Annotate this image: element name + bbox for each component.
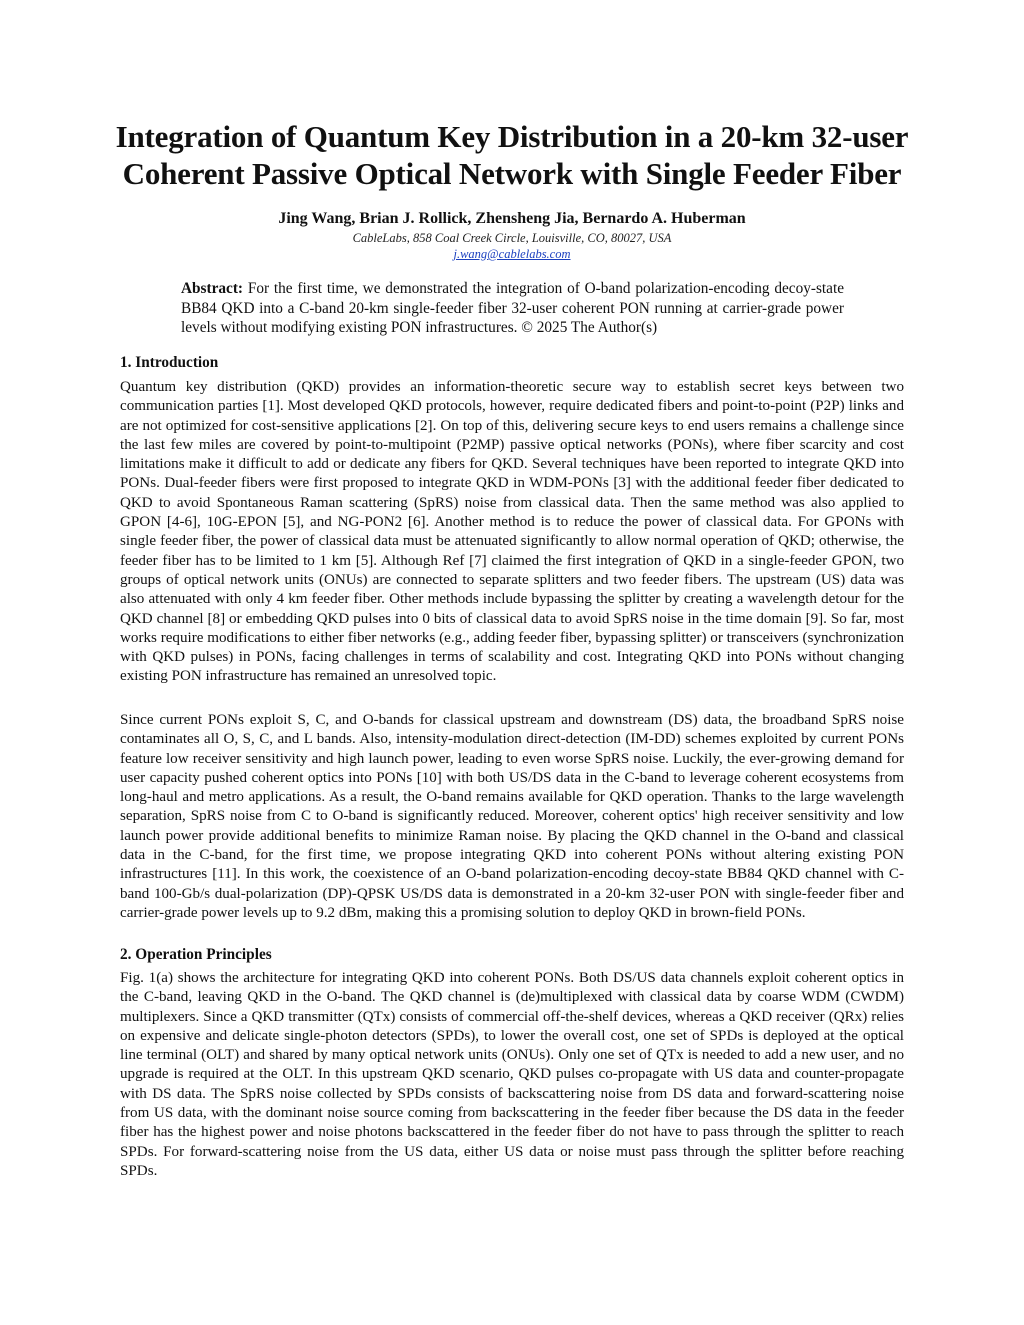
intro-paragraph-1: Quantum key distribution (QKD) provides an information-theoretic secure way to establish secret keys between two communication parties [1]. Most developed QKD protocols, however, require dedicated fibers and point-to-point (P2P) links and are not optimized for cost-sensitive applications [2]. On top of this, delivering secure keys to end users remains a challenge since the last few miles are covered by point-to-multipoint (P2MP) passive optical networks (PONs), where fiber scarcity and cost limitations make it difficult to add or dedicate any fibers for QKD. Several techniques have been reported to integrate QKD into PONs. Dual-feeder fibers were first proposed to integrate QKD in WDM-PONs [3] with the additional feeder fiber dedicated to QKD to avoid Spontaneous Raman scattering (SpRS) noise from classical data. Then the same method was also applied to GPON [4-6], 10G-EPON [5], and NG-PON2 [6]. Another method is to reduce the power of classical data. For GPONs with single feeder fiber, the power of classical data must be attenuated significantly to allow normal operation of QKD; otherwise, the feeder fiber has to be limited to 1 km [5]. Although Ref [7] claimed the first integration of QKD in a single-feeder GPON, two groups of optical network units (ONUs) are connected to separate splitters and two feeder fibers. The upstream (US) data was also attenuated with only 4 km feeder fiber. Other methods include bypassing the splitter by creating a wavelength detour for the QKD channel [8] or embedding QKD pulses into 0 bits of classical data to avoid SpRS noise in the time domain [9]. So far, most works require modifications to either fiber networks (e.g., adding feeder fiber, bypassing splitter) or transceivers (synchronization with QKD pulses) in PONs, facing challenges in terms of scalability and cost. Integrating QKD into PONs without changing existing PON infrastructure has remained an unresolved topic. [120,379,904,685]
author-list: Jing Wang, Brian J. Rollick, Zhensheng Jia, Bernardo A. Huberman [278,210,746,227]
affiliation: CableLabs, 858 Coal Creek Circle, Louisville, CO, 80027, USA [352,231,672,245]
contact-email [120,246,904,262]
email-link[interactable]: j.wang@cablelabs.com [453,247,571,261]
title-line-2: Coherent Passive Optical Network with Single Feeder Fiber [122,156,902,191]
abstract [181,279,844,338]
intro-paragraph-2: Since current PONs exploit S, C, and O-bands for classical upstream and downstream (DS) data, the broadband SpRS noise contaminates all O, S, C, and L bands. Also, intensity-modulation direct-detection (IM-DD) schemes exploited by current PONs feature low receiver sensitivity and high launch power, leading to even worse SpRS noise. Luckily, the ever-growing demand for user capacity pushed coherent optics into PONs [10] with both US/DS data in the C-band to leverage coherent ecosystems from long-haul and metro applications. As a result, the O-band remains available for QKD operation. Thanks to the large wavelength separation, SpRS noise from C to O-band is significantly reduced. Moreover, coherent optics' high receiver sensitivity and low launch power provide additional benefits to minimize Raman noise. By placing the QKD channel in the O-band and classical data in the C-band, for the first time, we propose integrating QKD into coherent PONs without altering existing PON infrastructures [11]. In this work, the coexistence of an O-band polarization-encoding decoy-state BB84 QKD channel with C-band 100-Gb/s dual-polarization (DP)-QPSK US/DS data is demonstrated in a 20-km 32-user PON with single-feeder fiber and carrier-grade power levels up to 9.2 dBm, making this a promising solution to deploy QKD in brown-field PONs. [120,712,904,921]
operation-paragraph-1: Fig. 1(a) shows the architecture for integrating QKD into coherent PONs. Both DS/US data channels exploit coherent optics in the C-band, leaving QKD in the O-band. The QKD channel is (de)multiplexed with classical data by coarse WDM (CWDM) multiplexers. Since a QKD transmitter (QTx) consists of commercial off-the-shelf devices, whereas a QKD receiver (QRx) relies on expensive and delicate single-photon detectors (SPDs), to lower the overall cost, one set of SPDs is deployed at the optical line terminal (OLT) and shared by many optical network units (ONUs). Only one set of QTx is needed to add a new user, and no upgrade is required at the OLT. In this upstream QKD scenario, QKD pulses co-propagate with US data and counter-propagate with DS data. The SpRS noise collected by SPDs consists of backscattering noise from DS data and forward-scattering noise from US data, with the dominant noise source coming from backscattering in the feeder fiber because the DS data in the feeder fiber has the highest power and noise photons backscattered in the feeder fiber do not have to pass through the splitter to reach SPDs. For forward-scattering noise from the US data, either US data or noise must pass through the splitter before reaching SPDs. [120,970,904,1179]
abstract-text: For the first time, we demonstrated the integration of O-band polarization-encoding decoy-state BB84 QKD into a C-band 20-km single-feeder fiber 32-user coherent PON running at carrier-grade power levels without modifying existing PON infrastructures. © 2025 The Author(s) [181,280,844,337]
paper-title [100,118,924,192]
section-heading-introduction: 1. Introduction [120,354,219,371]
section-heading-operation-principles: 2. Operation Principles [120,946,272,963]
title-line-1: Integration of Quantum Key Distribution in a 20-km 32-user [115,119,909,154]
abstract-label: Abstract: [181,280,244,297]
